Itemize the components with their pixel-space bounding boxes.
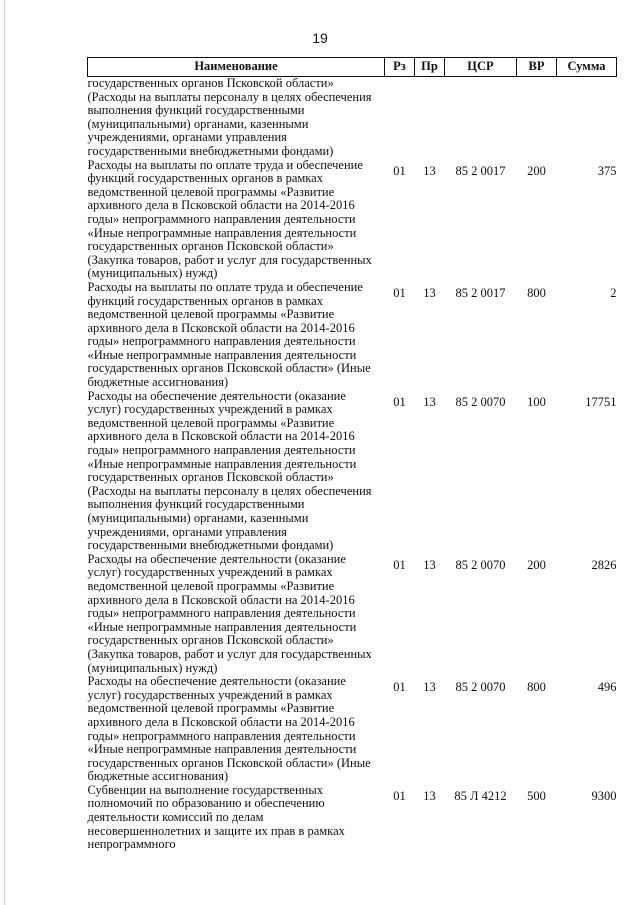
row-name: Субвенции на выполнение государственных полномочий по образованию и обеспечению деятельности комиссий по делам несовершеннолетних и защите их прав в рамках непрограммного [87, 782, 345, 852]
row-vr: 500 [527, 788, 546, 803]
header-pr: Пр [415, 58, 445, 77]
continuation-row [88, 77, 617, 159]
table-header-row [88, 58, 617, 77]
table-row [88, 553, 617, 675]
row-csr: 85 2 0070 [455, 680, 506, 695]
row-rz: 01 [393, 680, 406, 695]
row-pr: 13 [423, 394, 436, 409]
row-vr: 100 [527, 394, 546, 409]
row-pr: 13 [423, 680, 436, 695]
row-sum: 2826 [591, 557, 617, 572]
header-csr: ЦСР [445, 58, 517, 77]
row-name: Расходы на обеспечение деятельности (оказание услуг) государственных учреждений в рамках ведомственной целевой программы «Развитие архивного дела в Псковской области на 2014-2016 годы» непрограммного направления деятельности «Иные непрограммные направления деятельности государственных органов Псковской области» (Иные бюджетные ассигнования) [87, 674, 371, 784]
row-sum: 9300 [591, 788, 617, 803]
row-csr: 85 2 0017 [455, 163, 506, 178]
row-sum: 2 [610, 285, 617, 300]
row-rz: 01 [393, 557, 406, 572]
row-rz: 01 [393, 285, 406, 300]
row-rz: 01 [393, 788, 406, 803]
header-vr: ВР [517, 58, 557, 77]
row-rz: 01 [393, 394, 406, 409]
row-name: Расходы на обеспечение деятельности (оказание услуг) государственных учреждений в рамках ведомственной целевой программы «Развитие архивного дела в Псковской области на 2014-2016 годы» непрограммного направления деятельности «Иные непрограммные направления деятельности государственных органов Псковской области» (Закупка товаров, работ и услуг для государственных (муниципальных) нужд) [87, 551, 372, 675]
row-vr: 800 [527, 285, 546, 300]
header-sum: Сумма [557, 58, 617, 77]
row-name: Расходы на выплаты по оплате труда и обеспечение функций государственных органов в рамках ведомственной целевой программы «Развитие архивного дела в Псковской области на 2014-2016 годы» непрограммного направления деятельности «Иные непрограммные направления деятельности государственных органов Псковской области» (Иные бюджетные ассигнования) [87, 279, 371, 390]
table-row [88, 159, 617, 281]
table-row [88, 675, 617, 784]
row-vr: 800 [527, 680, 546, 695]
row-sum: 496 [597, 680, 617, 695]
table-row [88, 390, 617, 553]
row-rz: 01 [393, 163, 406, 178]
row-sum: 17751 [585, 394, 617, 409]
row-name: Расходы на обеспечение деятельности (оказание услуг) государственных учреждений в рамках ведомственной целевой программы «Развитие архивного дела в Псковской области на 2014-2016 годы» непрограммного направления деятельности «Иные непрограммные направления деятельности государственных органов Псковской области» (Расходы на выплаты персоналу в целях обеспечения выполнения функций государственными (муниципальными) органами, казенными учреждениями, органами управления государственными внебюджетными фондами) [87, 388, 372, 553]
row-csr: 85 Л 4212 [454, 788, 507, 803]
header-name: Наименование [88, 58, 385, 77]
row-csr: 85 2 0017 [455, 285, 506, 300]
row-pr: 13 [423, 285, 436, 300]
row-vr: 200 [527, 163, 546, 178]
budget-table [87, 57, 617, 852]
row-csr: 85 2 0070 [455, 394, 506, 409]
table-row [88, 784, 617, 852]
row-sum: 375 [597, 163, 617, 178]
row-pr: 13 [423, 163, 436, 178]
row-vr: 200 [527, 557, 546, 572]
table-row [88, 281, 617, 390]
continuation-text: государственных органов Псковской области» (Расходы на выплаты персоналу в целях обеспечения выполнения функций государственными (муниципальными) органами, казенными учреждениями, органами управления государственными внебюджетными фондами) [87, 76, 372, 158]
row-csr: 85 2 0070 [455, 557, 506, 572]
row-pr: 13 [423, 788, 436, 803]
page-number: 19 [312, 30, 328, 46]
header-rz: Рз [385, 58, 415, 77]
scan-edge-line [4, 0, 5, 905]
row-pr: 13 [423, 557, 436, 572]
row-name: Расходы на выплаты по оплате труда и обеспечение функций государственных органов в рамках ведомственной целевой программы «Развитие архивного дела в Псковской области на 2014-2016 годы» непрограммного направления деятельности «Иные непрограммные направления деятельности государственных органов Псковской области» (Закупка товаров, работ и услуг для государственных (муниципальных) нужд) [87, 157, 372, 281]
